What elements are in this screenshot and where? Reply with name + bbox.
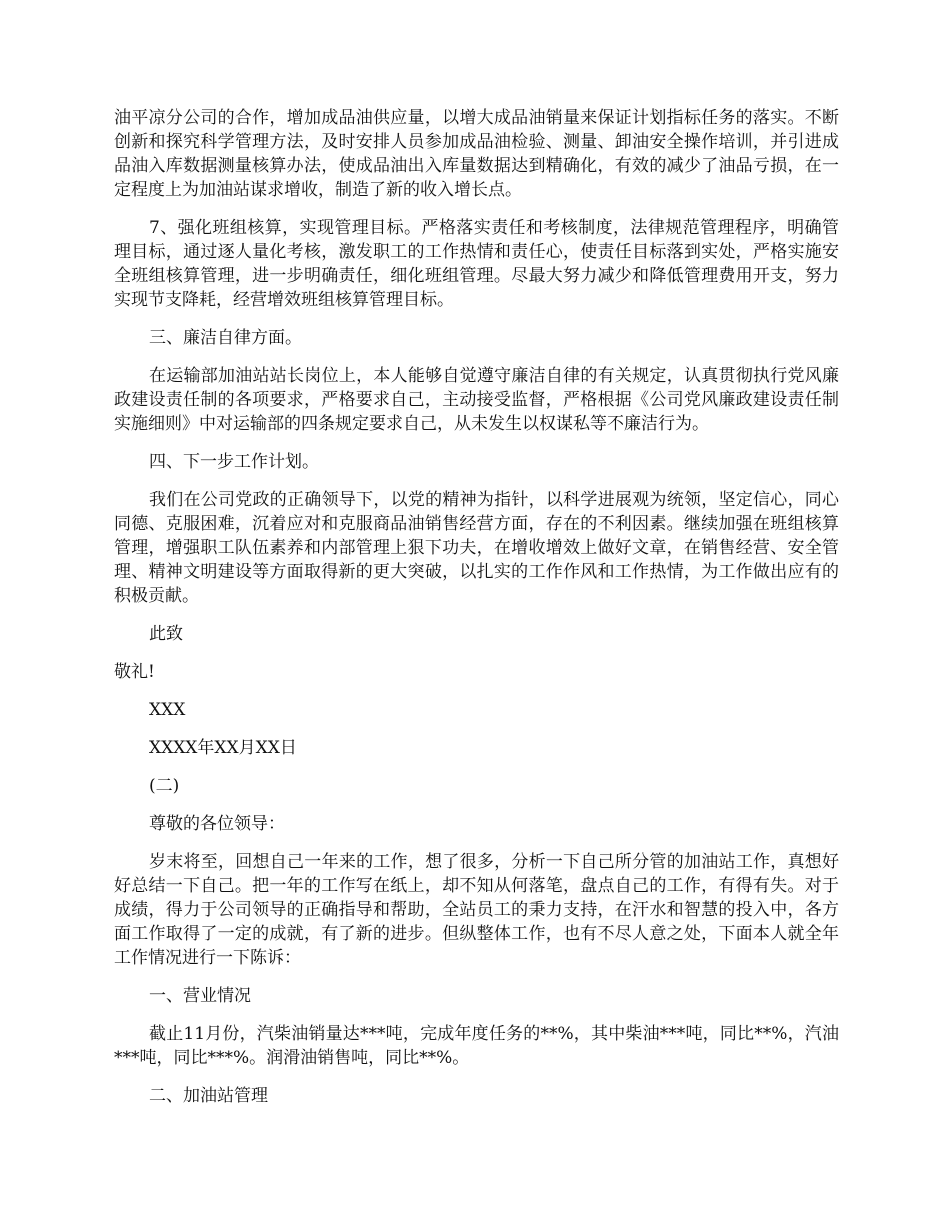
signature-name: XXX — [149, 700, 186, 720]
section-heading-4: 四、下一步工作计划。 — [149, 452, 319, 472]
paragraph-sales: 截止11月份，汽柴油销量达***吨，完成年度任务的**%，其中柴油***吨，同比**%，汽油***吨，同比***%。润滑油销售吨，同比**%。 — [114, 1024, 839, 1068]
paragraph-cooperation: 油平凉分公司的合作，增加成品油供应量，以增大成品油销量来保证计划指标任务的落实。不断创新和探究科学管理方法，及时安排人员参加成品油检验、测量、卸油安全操作培训，并引进成品油入库数据测量核算办法，使成品油出入库量数据达到精确化，有效的减少了油品亏损，在一定程度上为加油站谋求增收，制造了新的收入增长点。 — [114, 108, 839, 200]
paragraph-item-7: 7、强化班组核算，实现管理目标。严格落实责任和考核制度，法律规范管理程序，明确管理目标，通过逐人量化考核，激发职工的工作热情和责任心，使责任目标落到实处，严格实施安全班组核算管理，进一步明确责任，细化班组管理。尽最大努力减少和降低管理费用开支，努力实现节支降耗，经营增效班组核算管理目标。 — [114, 218, 839, 310]
paragraph-integrity: 在运输部加油站站长岗位上，本人能够自觉遵守廉洁自律的有关规定，认真贯彻执行党风廉政建设责任制的各项要求，严格要求自己，主动接受监督，严格根据《公司党风廉政建设责任制实施细则》中对运输部的四条规定要求自己，从未发生以权谋私等不廉洁行为。 — [114, 366, 839, 434]
part-two-marker: (二) — [149, 776, 180, 796]
paragraph-next-plan: 我们在公司党政的正确领导下，以党的精神为指针，以科学进展观为统领，坚定信心，同心同德、克服困难，沉着应对和克服商品油销售经营方面，存在的不利因素。继续加强在班组核算管理，增强职工队伍素养和内部管理上狠下功夫，在增收增效上做好文章，在销售经营、安全管理、精神文明建设等方面取得新的更大突破，以扎实的工作作风和工作热情，为工作做出应有的积极贡献。 — [114, 490, 839, 606]
section-heading-business: 一、营业情况 — [149, 986, 251, 1006]
document-page — [114, 106, 839, 1108]
greeting: 尊敬的各位领导： — [149, 814, 285, 834]
closing-salutation: 此致 — [149, 624, 183, 644]
closing-regards: 敬礼! — [114, 662, 155, 682]
section-heading-management: 二、加油站管理 — [149, 1086, 268, 1106]
paragraph-year-end: 岁末将至，回想自己一年来的工作，想了很多，分析一下自己所分管的加油站工作，真想好好总结一下自己。把一年的工作写在纸上，却不知从何落笔，盘点自己的工作，有得有失。对于成绩，得力于公司领导的正确指导和帮助，全站员工的秉力支持，在汗水和智慧的投入中，各方面工作取得了一定的成就，有了新的进步。但纵整体工作，也有不尽人意之处，下面本人就全年工作情况进行一下陈诉： — [114, 852, 839, 968]
section-heading-3: 三、廉洁自律方面。 — [149, 328, 302, 348]
signature-date: XXXX年XX月XX日 — [149, 738, 297, 758]
